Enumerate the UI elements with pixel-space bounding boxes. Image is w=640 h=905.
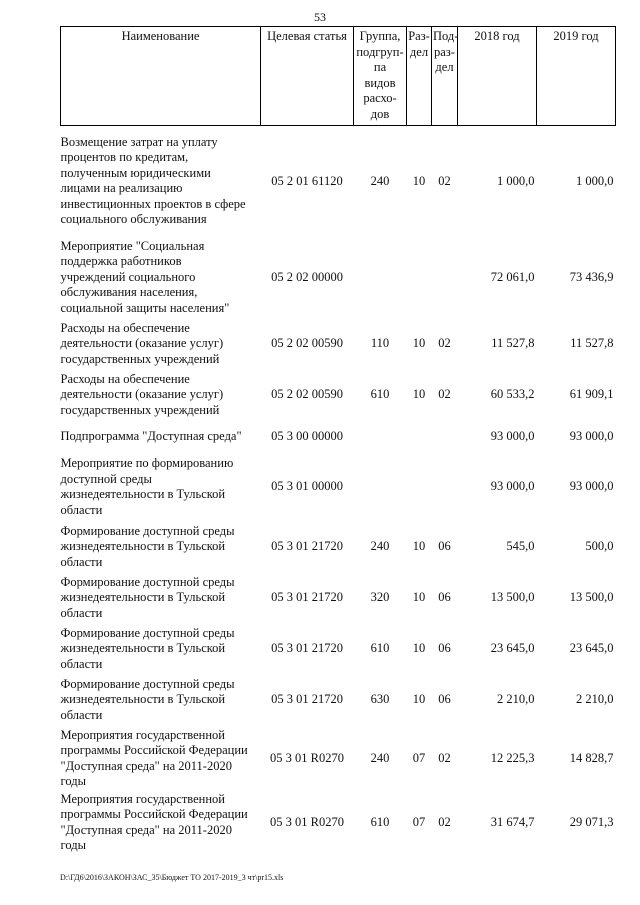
footer-file-path: D:\ГД6\2016\ЗАКОН\ЗАС_35\Бюджет ТО 2017-2019_3 чт\pr15.xls <box>60 873 284 882</box>
header-line: Раз- <box>408 29 430 43</box>
row-name-line: Формирование доступной среды <box>60 523 235 538</box>
row-code: 05 3 01 R0270 <box>270 750 344 765</box>
row-value-2019: 93 000,0 <box>569 428 614 443</box>
row-value-2018: 60 533,2 <box>490 387 535 402</box>
header-line: дов <box>370 106 390 121</box>
row-group <box>354 453 407 522</box>
row-value-2019: 61 909,1 <box>569 387 614 402</box>
row-name-line: Мероприятия государственной <box>60 791 225 806</box>
row-name <box>61 573 261 624</box>
row-name <box>61 522 261 573</box>
row-value-2019: 500,0 <box>585 539 614 554</box>
row-name-line: Подпрограмма "Доступная среда" <box>60 428 242 443</box>
row-name <box>61 726 261 792</box>
row-value-2018: 23 645,0 <box>490 641 535 656</box>
row-name-line: области <box>60 656 103 671</box>
row-name-line: поддержка работников <box>60 254 182 269</box>
row-name-line: жизнедеятельности в Тульской <box>60 590 226 605</box>
row-name <box>61 453 261 522</box>
row-value-2018: 11 527,8 <box>491 336 535 351</box>
row-subsection: 02 <box>438 336 451 351</box>
row-name-line: Мероприятия государственной <box>60 727 225 742</box>
row-subsection: 02 <box>438 814 451 829</box>
row-code: 05 3 01 21720 <box>271 641 343 656</box>
row-value-2019: 93 000,0 <box>569 479 614 494</box>
row-subsection <box>432 237 458 319</box>
row-name-line: процентов по кредитам, <box>60 150 189 165</box>
row-code: 05 3 00 00000 <box>271 428 343 443</box>
row-value-2018: 93 000,0 <box>490 428 535 443</box>
row-name-line: учреждений социального <box>60 269 196 284</box>
row-code: 05 2 02 00000 <box>271 269 343 284</box>
row-name-line: Формирование доступной среды <box>60 625 235 640</box>
row-name <box>61 237 261 319</box>
row-name-line: лицами на реализацию <box>60 181 183 196</box>
row-subsection: 06 <box>438 590 451 605</box>
row-code: 05 3 01 00000 <box>271 479 343 494</box>
row-subsection <box>432 421 458 453</box>
table-body <box>61 126 616 854</box>
row-name-line: жизнедеятельности в Тульской <box>60 539 226 554</box>
table-row <box>61 453 616 522</box>
row-name-line: Расходы на обеспечение <box>60 371 190 386</box>
row-value-2019: 29 071,3 <box>569 814 614 829</box>
row-code: 05 2 01 61120 <box>271 173 343 188</box>
row-name-line: Возмещение затрат на уплату <box>60 134 218 149</box>
row-value-2018: 545,0 <box>506 539 535 554</box>
row-name-line: области <box>60 707 103 722</box>
header-line: раз- <box>434 44 455 59</box>
row-name-line: Мероприятие по формированию <box>60 456 234 470</box>
row-name-line: государственных учреждений <box>60 351 220 366</box>
row-name <box>61 370 261 421</box>
row-name <box>61 421 261 453</box>
row-name-line: Расходы на обеспечение <box>60 320 190 335</box>
row-name-line: доступной среды <box>60 471 152 486</box>
row-section: 10 <box>412 590 426 605</box>
table-row <box>61 522 616 573</box>
row-value-2019: 2 210,0 <box>576 692 614 707</box>
row-section: 07 <box>412 750 426 765</box>
row-value-2018: 13 500,0 <box>490 590 535 605</box>
row-group: 240 <box>370 750 390 765</box>
row-name-line: программы Российской Федерации <box>60 807 248 821</box>
row-name-line: Мероприятие "Социальная <box>60 238 205 253</box>
budget-table <box>60 26 616 854</box>
row-name-line: Формирование доступной среды <box>60 676 235 691</box>
row-section <box>407 237 432 319</box>
row-group: 630 <box>370 692 390 707</box>
row-code: 05 3 01 21720 <box>271 539 343 554</box>
row-value-2018: 12 225,3 <box>490 750 535 765</box>
table-row <box>61 675 616 726</box>
row-section <box>407 421 432 453</box>
row-group: 610 <box>370 387 390 402</box>
row-name <box>61 126 261 237</box>
header-year-2019: 2019 год <box>537 27 616 126</box>
header-line: дел <box>435 60 454 74</box>
row-name-line: полученным юридическими <box>60 165 211 180</box>
row-name-line: области <box>60 605 103 620</box>
table-row <box>61 573 616 624</box>
row-name-line: жизнедеятельности в Тульской <box>60 487 226 501</box>
header-group <box>354 27 407 126</box>
header-line: Группа, <box>359 29 401 43</box>
row-group: 610 <box>370 641 390 656</box>
row-subsection: 06 <box>438 641 451 656</box>
row-name-line: жизнедеятельности в Тульской <box>60 641 226 656</box>
table-row <box>61 726 616 792</box>
row-name-line: жизнедеятельности в Тульской <box>60 692 226 707</box>
row-subsection: 02 <box>438 173 451 188</box>
row-name <box>61 675 261 726</box>
page-number: 53 <box>314 10 326 24</box>
row-group: 240 <box>370 173 390 188</box>
row-name-line: области <box>60 554 103 569</box>
header-line: дел <box>409 44 429 59</box>
header-subsection <box>432 27 458 126</box>
row-value-2018: 93 000,0 <box>490 479 535 494</box>
header-name: Наименование <box>61 27 261 126</box>
row-section: 10 <box>412 641 426 656</box>
row-section: 10 <box>412 173 426 188</box>
row-code: 05 3 01 21720 <box>271 590 343 605</box>
row-group: 610 <box>370 814 390 829</box>
header-section <box>407 27 432 126</box>
row-name <box>61 319 261 370</box>
row-group: 240 <box>370 539 390 554</box>
row-section: 07 <box>412 814 426 829</box>
header-line: подгруп- <box>356 44 404 59</box>
row-name-line: социальной защиты населения" <box>60 300 230 315</box>
row-subsection: 06 <box>438 539 451 554</box>
table-row <box>61 126 616 237</box>
row-value-2019: 23 645,0 <box>569 641 614 656</box>
header-line: па <box>373 60 387 74</box>
row-value-2019: 73 436,9 <box>569 269 614 284</box>
row-value-2019: 13 500,0 <box>569 590 614 605</box>
row-code: 05 2 02 00590 <box>271 387 343 402</box>
row-section: 10 <box>412 336 426 351</box>
row-value-2018: 1 000,0 <box>497 173 535 188</box>
table-row <box>61 319 616 370</box>
row-group: 320 <box>370 590 390 605</box>
row-value-2019: 1 000,0 <box>576 173 614 188</box>
header-line: Под- <box>433 29 459 43</box>
row-code: 05 3 01 21720 <box>271 692 343 707</box>
row-name-line: программы Российской Федерации <box>60 743 248 757</box>
row-value-2019: 14 828,7 <box>569 750 614 765</box>
row-value-2019: 11 527,8 <box>570 336 614 351</box>
row-name-line: инвестиционных проектов в сфере <box>60 196 246 211</box>
row-value-2018: 31 674,7 <box>490 814 535 829</box>
row-subsection <box>432 453 458 522</box>
header-line: видов <box>364 75 396 90</box>
row-name-line: социального обслуживания <box>60 212 207 227</box>
row-name-line: Формирование доступной среды <box>60 574 235 589</box>
row-value-2018: 2 210,0 <box>497 692 535 707</box>
table-row <box>61 624 616 675</box>
row-name-line: области <box>60 502 103 517</box>
row-section: 10 <box>412 539 426 554</box>
row-code: 05 3 01 R0270 <box>270 814 344 829</box>
row-name-line: обслуживания населения, <box>60 285 198 300</box>
row-name-line: деятельности (оказание услуг) <box>60 336 224 351</box>
table-row <box>61 792 616 854</box>
row-name-line: "Доступная среда" на 2011-2020 <box>60 822 232 837</box>
table-row <box>61 370 616 421</box>
header-year-2018: 2018 год <box>458 27 537 126</box>
header-line: расхо- <box>363 91 397 105</box>
row-subsection: 02 <box>438 387 451 402</box>
table-row <box>61 237 616 319</box>
row-name <box>61 792 261 854</box>
row-subsection: 06 <box>438 692 451 707</box>
row-value-2018: 72 061,0 <box>490 269 535 284</box>
row-group <box>354 421 407 453</box>
row-name <box>61 624 261 675</box>
row-name-line: "Доступная среда" на 2011-2020 <box>60 758 232 773</box>
table-row <box>61 421 616 453</box>
row-subsection: 02 <box>438 750 451 765</box>
row-name-line: годы <box>60 774 86 788</box>
table-header-row <box>61 27 616 126</box>
row-name-line: государственных учреждений <box>60 402 220 417</box>
row-section: 10 <box>412 387 426 402</box>
row-code: 05 2 02 00590 <box>271 336 343 351</box>
row-group: 110 <box>370 336 390 351</box>
row-name-line: деятельности (оказание услуг) <box>60 387 224 402</box>
row-section: 10 <box>412 692 426 707</box>
row-group <box>354 237 407 319</box>
header-code: Целевая статья <box>261 27 354 126</box>
row-name-line: годы <box>60 838 86 852</box>
row-section <box>407 453 432 522</box>
